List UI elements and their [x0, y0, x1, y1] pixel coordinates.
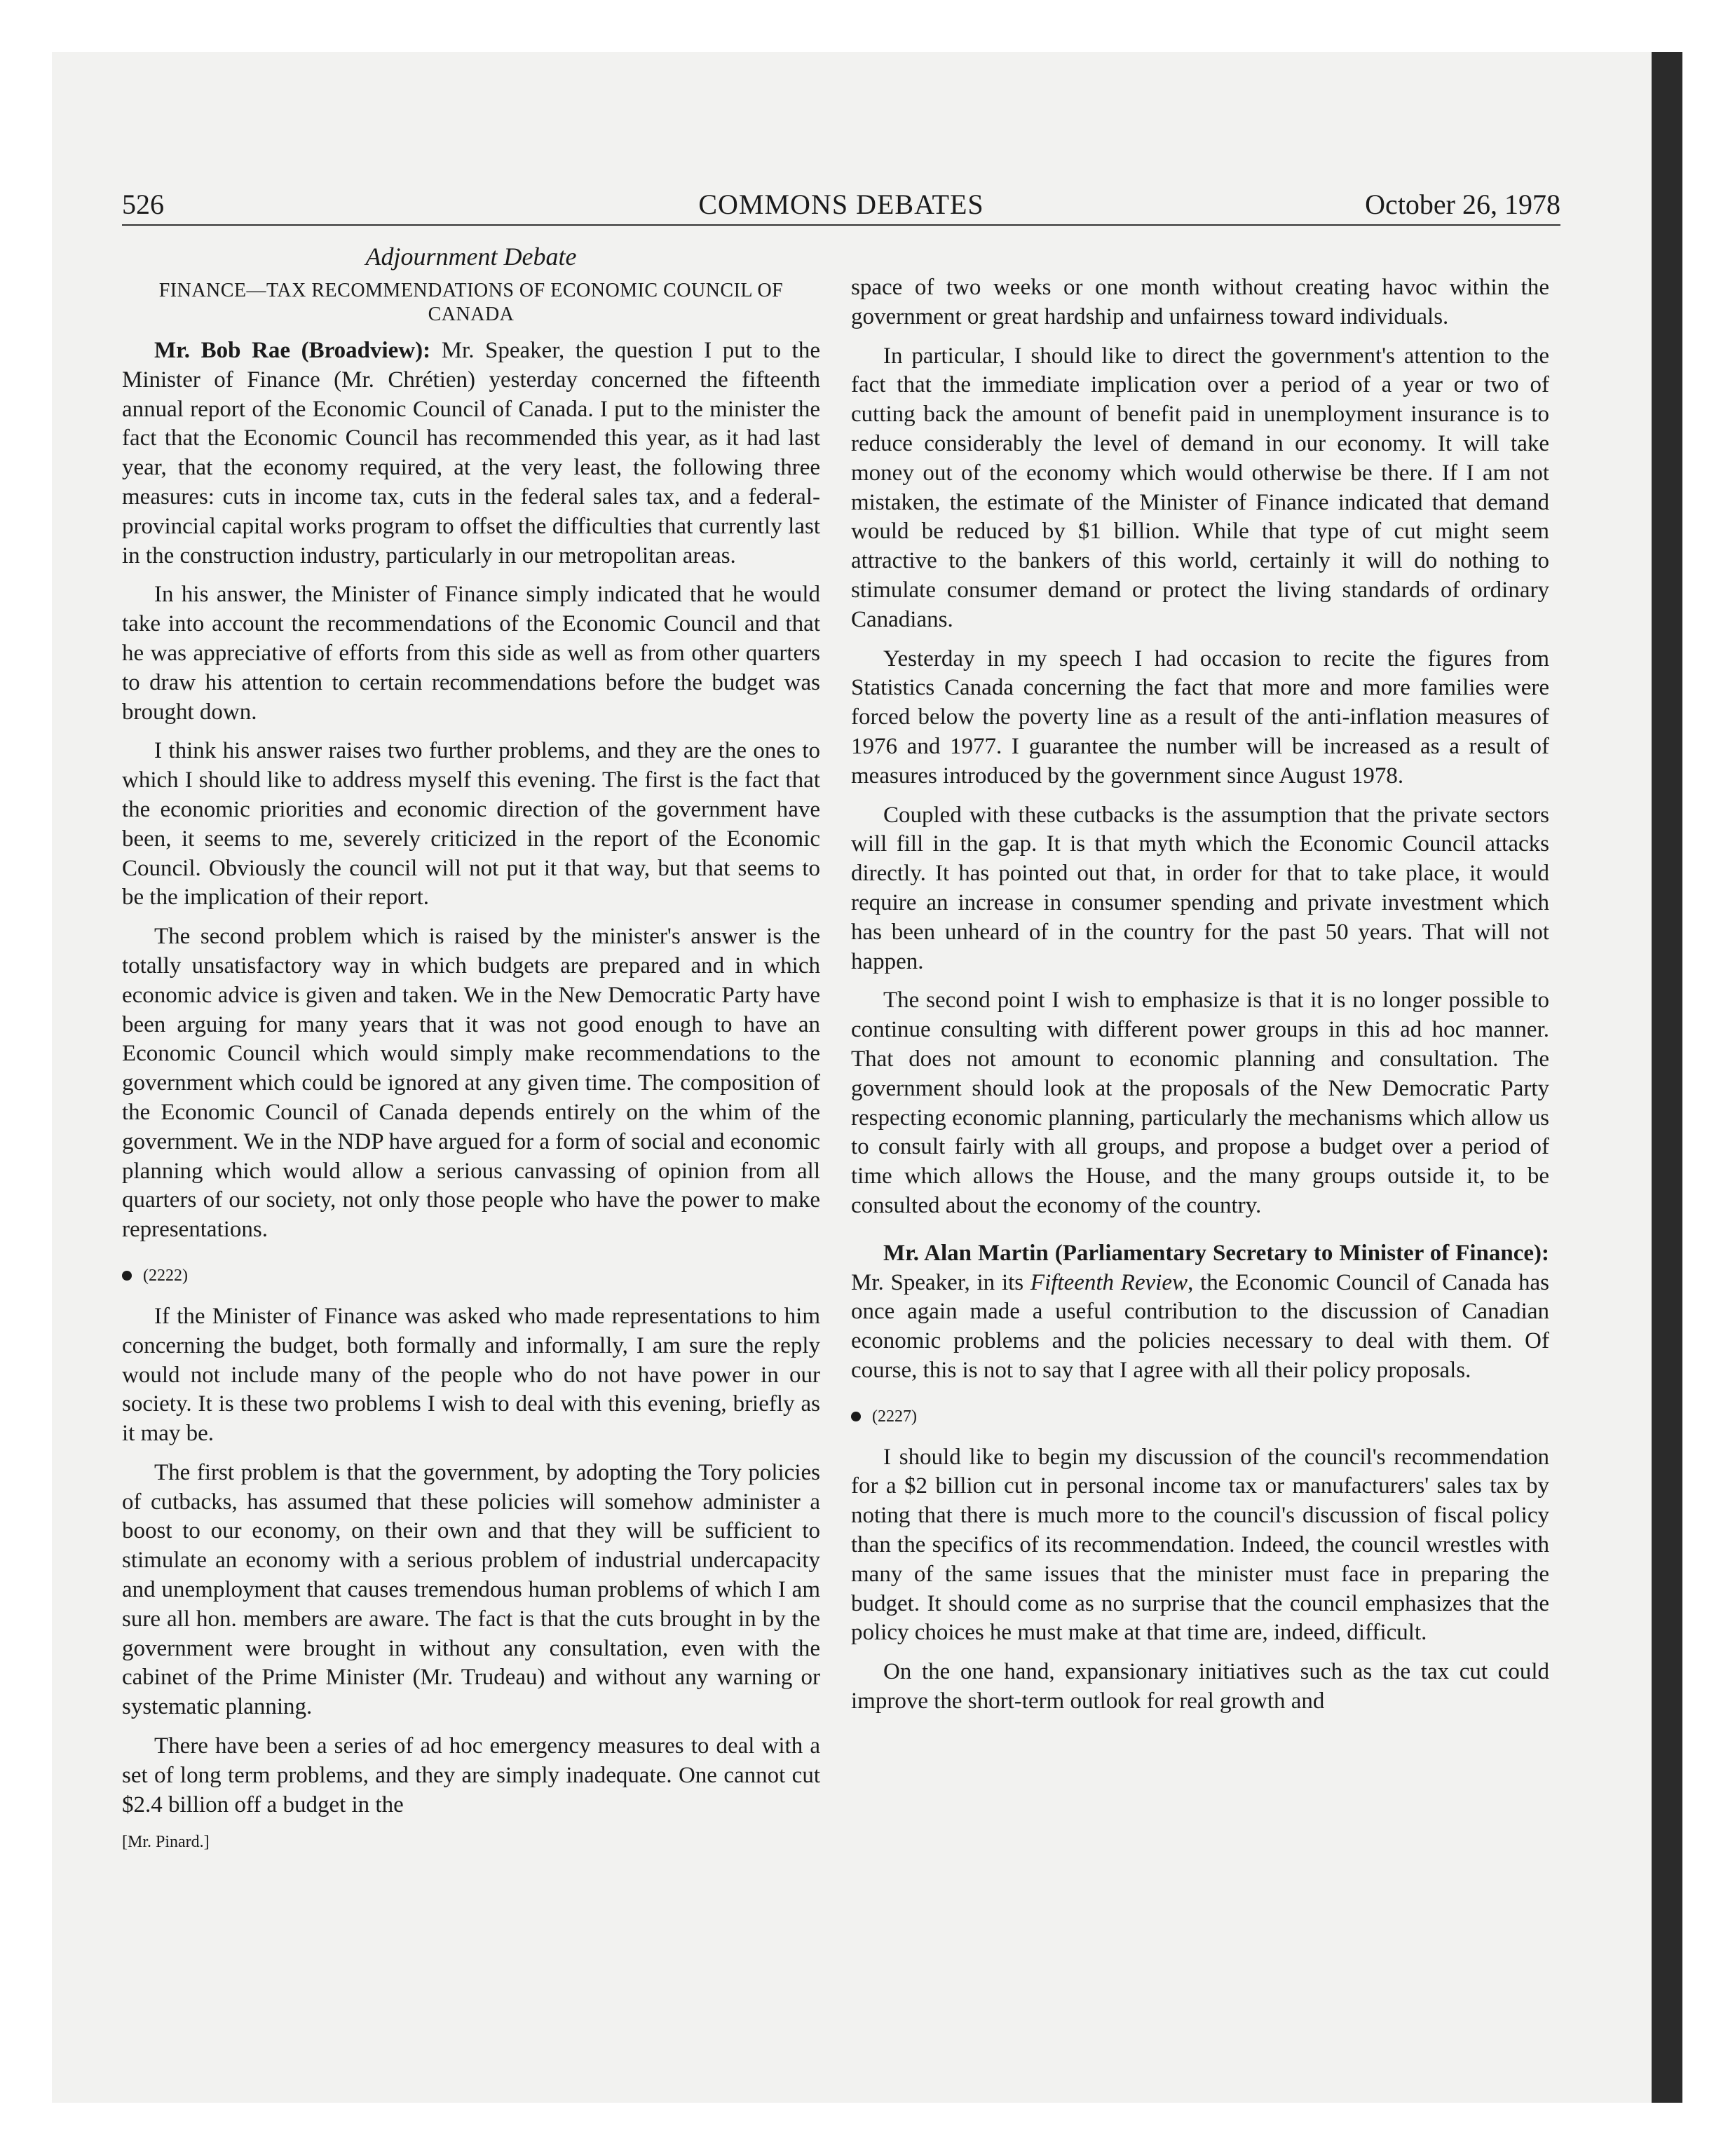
publication-reference: Fifteenth Review: [1030, 1269, 1188, 1295]
bullet-dot-icon: [851, 1412, 861, 1421]
paragraph: Mr. Alan Martin (Parliamentary Secretary to Minister of Finance): Mr. Speaker, in its Fifteenth Review, the Economic Council of Canada has once again made a useful contribution to the discussion of Canadian economic problems and the policies necessary to deal with them. Of course, this is not to say that I agree with all their policy proposals.: [851, 1240, 1550, 1383]
speaker-footnote: [Mr. Pinard.]: [122, 1833, 210, 1852]
page-date: October 26, 1978: [1365, 189, 1560, 220]
paragraph: In particular, I should like to direct the government's attention to the fact that the immediate implication over a period of a year or two of cutting back the amount of benefit paid in unemployment insurance is to reduce considerably the level of demand in our economy. It will take money out of the economy which would otherwise be there. If I am not mistaken, the estimate of the Minister of Finance indicated that demand would be reduced by $1 billion. While that type of cut might seem attractive to the bankers of this world, certainly it will do nothing to stimulate consumer demand or protect the living standards of ordinary Canadians.: [851, 343, 1549, 632]
section-subtitle: FINANCE—TAX RECOMMENDATIONS OF ECONOMIC COUNCIL OF CANADA: [158, 280, 784, 325]
paragraph: The first problem is that the government, by adopting the Tory policies of cutbacks, has assumed that these policies will somehow administer a boost to our economy, on their own and that they will be sufficient to stimulate an economy with a serious problem of industrial undercapacity and unemployment that causes tremendous human problems of which I am sure all hon. members are aware. The fact is that the cuts brought in by the government were brought in without any consultation, even with the cabinet of the Prime Minister (Mr. Trudeau) and without any warning or systematic planning.: [122, 1459, 820, 1720]
speaker-name: Mr. Alan Martin (Parliamentary Secretary to Minister of Finance):: [883, 1240, 1549, 1266]
paragraph: Mr. Bob Rae (Broadview): Mr. Speaker, the question I put to the Minister of Finance (Mr. Chrétien) yesterday concerned the fifteenth annual report of the Economic Council of Canada. I put to the minister the fact that the Economic Council has recommended this year, as it had last year, that the economy required, at the very least, the following three measures: cuts in income tax, cuts in the federal sales tax, and a federal-provincial capital works program to offset the difficulties that currently last in the construction industry, particularly in our metropolitan areas.: [122, 338, 820, 568]
paragraph: The second problem which is raised by the minister's answer is the totally unsatisfactory way in which budgets are prepared and in which economic advice is given and taken. We in the New Democratic Party have been arguing for many years that it was not good enough to have an Economic Council which would simply make recommendations to the government which could be ignored at any given time. The composition of the Economic Council of Canada depends entirely on the whim of the government. We in the NDP have argued for a form of social and economic planning which would allow a serious canvassing of opinion from all quarters of our society, not only those people who have the power to make representations.: [122, 924, 820, 1243]
paragraph: On the one hand, expansionary initiatives such as the tax cut could improve the short-term outlook for real growth and: [851, 1659, 1549, 1714]
scan-edge-shadow: [1652, 52, 1682, 2103]
paragraph: If the Minister of Finance was asked who made representations to him concerning the budget, both formally and informally, I am sure the reply would not include many of the people who do not have power in our society. It is these two problems I wish to deal with this evening, briefly as it may be.: [122, 1303, 820, 1447]
publication-title: COMMONS DEBATES: [698, 189, 984, 220]
time-marker: (2227): [851, 1403, 1549, 1431]
paragraph: Yesterday in my speech I had occasion to recite the figures from Statistics Canada concerning the fact that more and more families were forced below the poverty line as a result of the anti-inflation measures of 1976 and 1977. I guarantee the number will be increased as a result of measures introduced by the government since August 1978.: [851, 646, 1549, 789]
paragraph: I think his answer raises two further problems, and they are the ones to which I should like to address myself this evening. The first is the fact that the economic priorities and economic direction of the government have been, it seems to me, severely criticized in the report of the Economic Council. Obviously the council will not put it that way, but that seems to be the implication of their report.: [122, 738, 820, 910]
speaker-name: Mr. Bob Rae (Broadview):: [154, 338, 431, 363]
time-marker: (2222): [122, 1262, 820, 1290]
paragraph: There have been a series of ad hoc emergency measures to deal with a set of long term problems, and they are simply inadequate. One cannot cut $2.4 billion off a budget in the: [122, 1733, 820, 1817]
section-title: Adjournment Debate: [365, 243, 577, 271]
paragraph: I should like to begin my discussion of the council's recommendation for a $2 billion cut in personal income tax or manufacturers' sales tax by noting that there is much more to the council's discussion of fiscal policy than the specifics of its recommendation. Indeed, the council wrestles with many of the same issues that the minister must face in preparing the budget. It should come as no surprise that the council emphasizes that the policy choices he must make at that time are, indeed, difficult.: [851, 1444, 1549, 1646]
bullet-dot-icon: [122, 1271, 132, 1281]
paragraph: space of two weeks or one month without creating havoc within the government or great hardship and unfairness toward individuals.: [851, 275, 1549, 329]
left-column: [122, 241, 820, 1855]
page-header: [122, 184, 1560, 226]
header-rule: [122, 224, 1560, 226]
page-number: 526: [122, 189, 164, 220]
paragraph: The second point I wish to emphasize is that it is no longer possible to continue consulting with different power groups in this ad hoc manner. That does not amount to economic planning and consultation. The government should look at the proposals of the New Democratic Party respecting economic planning, particularly the mechanisms which allow us to consult fairly with all groups, and propose a budget over a period of time which allows the House, and the many groups outside it, to be consulted about the economy of the country.: [851, 988, 1549, 1218]
right-column: [851, 273, 1549, 1726]
paragraph: Coupled with these cutbacks is the assumption that the private sectors will fill in the gap. It is that myth which the Economic Council attacks directly. It has pointed out that, in order for that to take place, it would require an increase in consumer spending and private investment which has been unheard of in the country for the past 50 years. That will not happen.: [851, 802, 1549, 974]
paragraph: In his answer, the Minister of Finance simply indicated that he would take into account the recommendations of the Economic Council and that he was appreciative of efforts from this side as well as from other quarters to draw his attention to certain recommendations before the budget was brought down.: [122, 582, 820, 725]
